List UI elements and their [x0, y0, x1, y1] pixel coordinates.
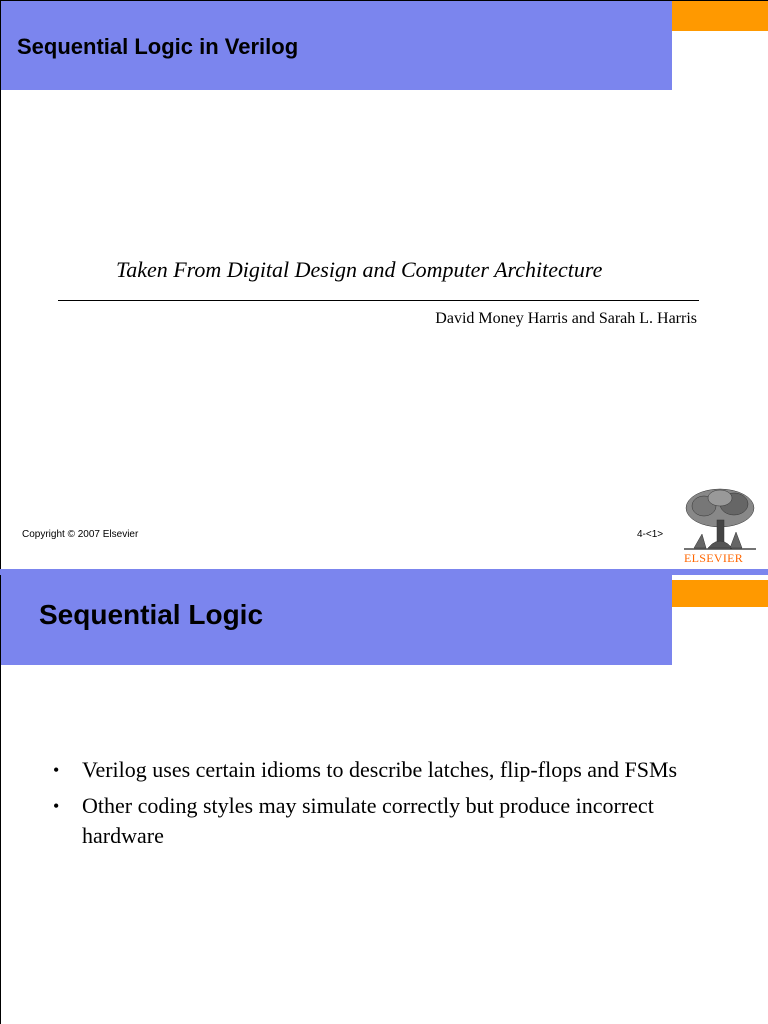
- copyright-notice: Copyright © 2007 Elsevier: [22, 529, 139, 540]
- bullet-list: [53, 755, 733, 857]
- slide-divider: [0, 569, 768, 575]
- page-number: 4-<1>: [637, 529, 664, 540]
- bullet-text: Verilog uses certain idioms to describe latches, flip-flops and FSMs: [82, 757, 678, 782]
- authors-line: David Money Harris and Sarah L. Harris: [435, 310, 697, 327]
- accent-strip: [672, 1, 768, 31]
- slide-2: [0, 569, 768, 1024]
- bullet-dot-icon: •: [53, 760, 60, 780]
- source-subtitle: Taken From Digital Design and Computer Architecture: [116, 257, 603, 282]
- horizontal-rule: [58, 300, 699, 301]
- slide-title: Sequential Logic: [39, 599, 264, 630]
- bullet-item: [53, 791, 733, 851]
- bullet-dot-icon: •: [53, 796, 60, 816]
- bullet-item: [53, 755, 733, 785]
- bullet-text: Other coding styles may simulate correctly but produce incorrect hardware: [82, 793, 654, 848]
- accent-strip: [672, 580, 768, 607]
- elsevier-wordmark: ELSEVIER: [684, 551, 744, 565]
- slide-title: Sequential Logic in Verilog: [17, 34, 299, 59]
